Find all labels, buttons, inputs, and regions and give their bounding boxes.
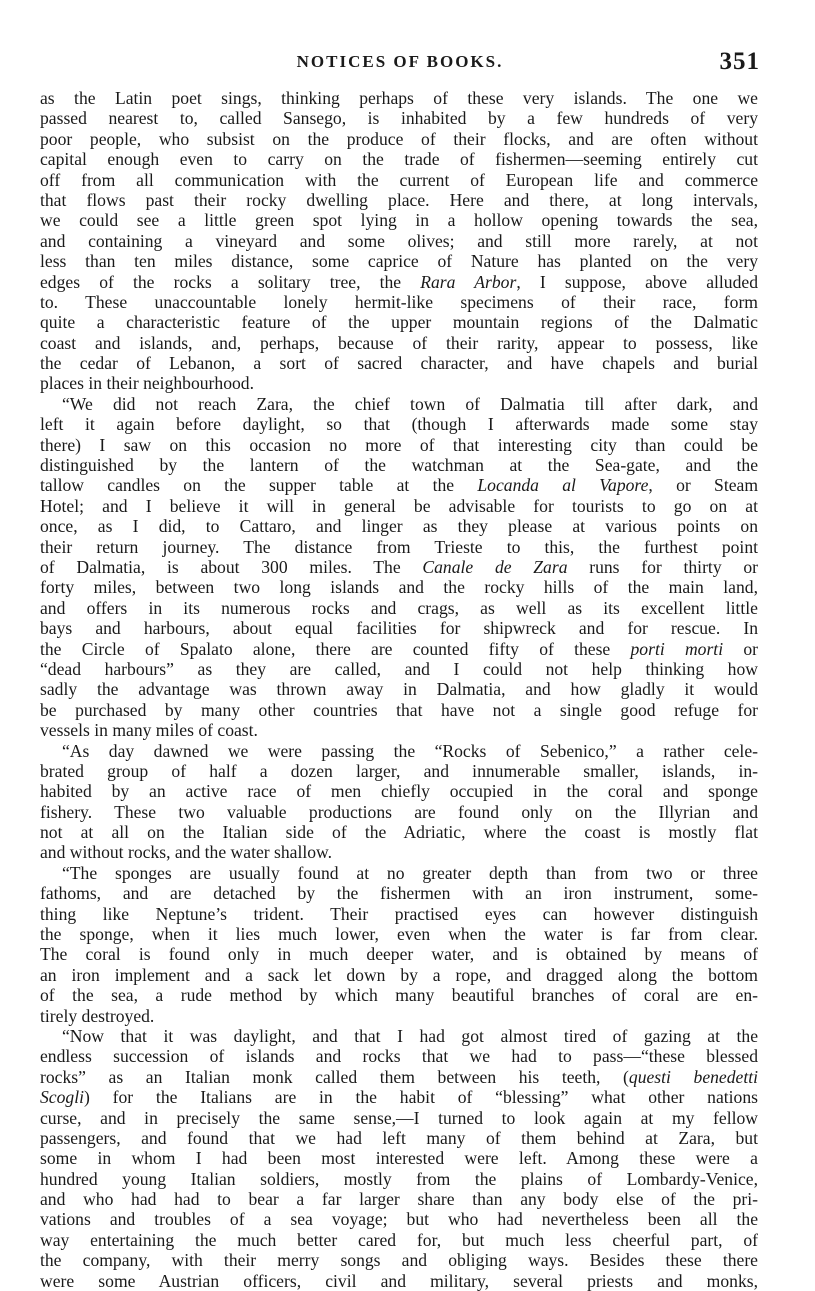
text-line: passed nearest to, called Sansego, is inhabited by a few hundreds of very bbox=[40, 108, 758, 129]
text-line: and without rocks, and the water shallow. bbox=[40, 842, 333, 863]
text-line: capital enough even to carry on the trade of fishermen—seeming entirely cut bbox=[40, 149, 758, 170]
text-line: Scogli) for the Italians are in the habit of “blessing” what other nations bbox=[40, 1087, 758, 1108]
text-line: some in whom I had been most interested were left. Among these were a bbox=[40, 1148, 758, 1169]
text-line: habited by an active race of men chiefly occupied in the coral and sponge bbox=[40, 781, 758, 802]
text-line: endless succession of islands and rocks that we had to pass—“these blessed bbox=[40, 1046, 758, 1067]
running-head bbox=[40, 48, 760, 78]
text-line: rocks” as an Italian monk called them between his teeth, (questi benedetti bbox=[40, 1066, 758, 1087]
text-line: sadly the advantage was thrown away in Dalmatia, and how gladly it would bbox=[40, 679, 758, 700]
text-line: the sponge, when it lies much lower, even when the water is far from clear. bbox=[40, 924, 758, 945]
text-line: way entertaining the much better cared for, but much less cheerful part, of bbox=[40, 1229, 758, 1250]
text-line: of Dalmatia, is about 300 miles. The Canale de Zara runs for thirty or bbox=[40, 556, 758, 577]
text-line: quite a characteristic feature of the upper mountain regions of the Dalmatic bbox=[40, 312, 758, 333]
text-line: distinguished by the lantern of the watchman at the Sea-gate, and the bbox=[40, 455, 758, 476]
text-line: and offers in its numerous rocks and crags, as well as its excellent little bbox=[40, 597, 758, 618]
text-line: as the Latin poet sings, thinking perhaps of these very islands. The one we bbox=[40, 88, 758, 108]
text-line: The coral is found only in much deeper water, and is obtained by means of bbox=[40, 944, 758, 965]
text-line: be purchased by many other countries that have not a single good refuge for bbox=[40, 699, 758, 720]
text-line: coast and islands, and, perhaps, because of their rarity, appear to possess, like bbox=[40, 332, 758, 353]
text-line: and who had had to bear a far larger share than any body else of the pri- bbox=[40, 1189, 758, 1210]
text-line: that flows past their rocky dwelling place. Here and there, at long intervals, bbox=[40, 189, 758, 210]
text-line: once, as I did, to Cattaro, and linger as they please at various points on bbox=[40, 516, 758, 537]
text-line: were some Austrian officers, civil and military, several priests and monks, bbox=[40, 1270, 758, 1291]
text-line: passengers, and found that we had left many of them behind at Zara, but bbox=[40, 1127, 758, 1148]
text-line: poor people, who subsist on the produce of their flocks, and are often without bbox=[40, 128, 758, 149]
body-text bbox=[40, 88, 758, 1291]
text-line: tallow candles on the supper table at the Locanda al Vapore, or Steam bbox=[40, 475, 758, 496]
text-line: we could see a little green spot lying in a hollow opening towards the sea, bbox=[40, 210, 758, 231]
text-line: Hotel; and I believe it will in general be advisable for tourists to go on at bbox=[40, 495, 758, 516]
page-number: 351 bbox=[719, 48, 760, 75]
text-line: bays and harbours, about equal facilities for shipwreck and for rescue. In bbox=[40, 618, 758, 639]
text-line: the cedar of Lebanon, a sort of sacred character, and have chapels and burial bbox=[40, 353, 758, 374]
text-line: off from all communication with the current of European life and commerce bbox=[40, 169, 758, 190]
text-line: fishery. These two valuable productions are found only on the Illyrian and bbox=[40, 801, 758, 822]
text-line: places in their neighbourhood. bbox=[40, 373, 255, 394]
text-line: vessels in many miles of coast. bbox=[40, 720, 258, 741]
text-line: not at all on the Italian side of the Adriatic, where the coast is mostly flat bbox=[40, 822, 758, 843]
text-line: fathoms, and are detached by the fishermen with an iron instrument, some- bbox=[40, 883, 758, 904]
text-line: the Circle of Spalato alone, there are counted fifty of these porti morti or bbox=[40, 638, 758, 659]
text-line: and containing a vineyard and some olives; and still more rarely, at not bbox=[40, 230, 758, 251]
text-line: of the sea, a rude method by which many beautiful branches of coral are en- bbox=[40, 985, 758, 1006]
text-line: left it again before daylight, so that (though I afterwards made some stay bbox=[40, 414, 758, 435]
text-line: vations and troubles of a sea voyage; but who had nevertheless been all the bbox=[40, 1209, 758, 1230]
running-title: NOTICES OF BOOKS. bbox=[296, 52, 504, 71]
text-line: “As day dawned we were passing the “Rocks of Sebenico,” a rather cele- bbox=[62, 740, 758, 761]
text-line: tirely destroyed. bbox=[40, 1005, 155, 1026]
text-line: to. These unaccountable lonely hermit-like specimens of their race, form bbox=[40, 291, 758, 312]
text-line: edges of the rocks a solitary tree, the Rara Arbor, I suppose, above alluded bbox=[40, 271, 758, 292]
text-line: hundred young Italian soldiers, mostly from the plains of Lombardy-Venice, bbox=[40, 1168, 758, 1189]
text-line: brated group of half a dozen larger, and innumerable smaller, islands, in- bbox=[40, 760, 758, 781]
text-line: an iron implement and a sack let down by a rope, and dragged along the bottom bbox=[40, 964, 758, 985]
text-line: their return journey. The distance from Trieste to this, the furthest point bbox=[40, 536, 758, 557]
text-line: “The sponges are usually found at no greater depth than from two or three bbox=[62, 862, 758, 883]
text-line: forty miles, between two long islands and the rocky hills of the main land, bbox=[40, 577, 758, 598]
text-line: “Now that it was daylight, and that I had got almost tired of gazing at the bbox=[62, 1025, 758, 1046]
text-line: less than ten miles distance, some caprice of Nature has planted on the very bbox=[40, 251, 758, 272]
text-line: “We did not reach Zara, the chief town of Dalmatia till after dark, and bbox=[62, 393, 758, 414]
text-line: the company, with their merry songs and obliging ways. Besides these there bbox=[40, 1250, 758, 1271]
text-line: curse, and in precisely the same sense,—I turned to look again at my fellow bbox=[40, 1107, 758, 1128]
text-line: there) I saw on this occasion no more of that interesting city than could be bbox=[40, 434, 758, 455]
text-line: “dead harbours” as they are called, and I could not help thinking how bbox=[40, 658, 758, 679]
text-line: thing like Neptune’s trident. Their practised eyes can however distinguish bbox=[40, 903, 758, 924]
